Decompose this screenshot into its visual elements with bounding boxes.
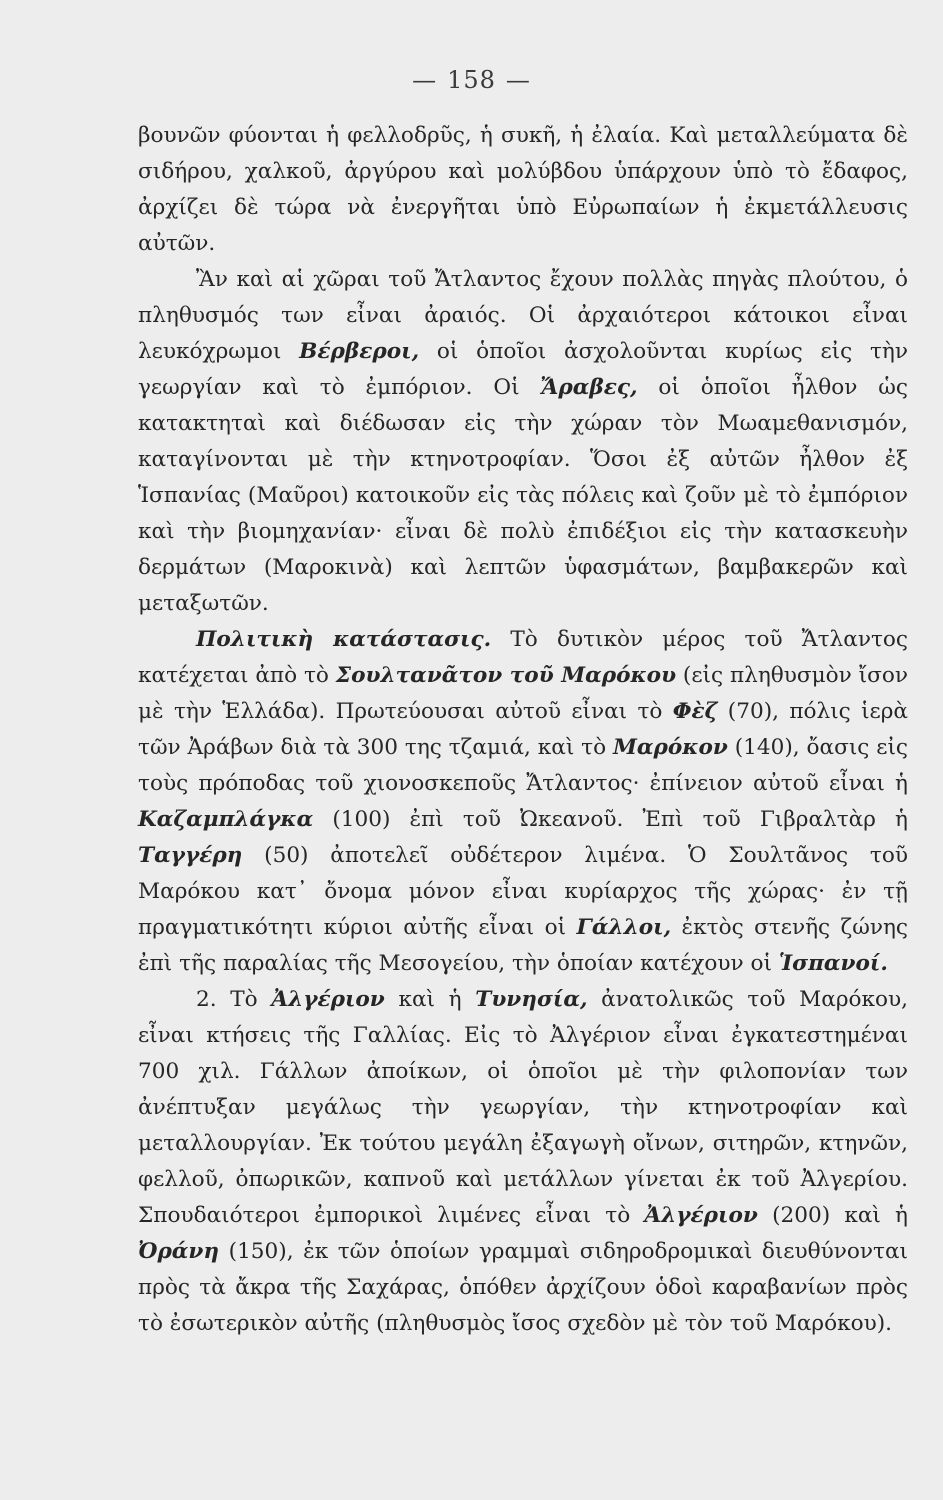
emphasis-term: Ἱσπανοί. (778, 951, 888, 976)
paragraph (138, 118, 908, 262)
text-run: ἀνατολικῶς τοῦ Μαρόκου, εἶναι κτήσεις τῆς Γαλλίας. Εἰς τὸ Ἀλγέριον εἶναι ἐγκατεστημέναι 700 χιλ. Γάλλων ἀποίκων, οἱ ὁποῖοι μὲ τὴν φιλοπονίαν των ἀνέπτυξαν μεγάλως τὴν γεωργίαν, τὴν κτηνοτροφίαν καὶ μεταλλουργίαν. Ἐκ τούτου μεγάλη ἐξαγωγὴ οἴνων, σιτηρῶν, κτηνῶν, φελλοῦ, ὀπωρικῶν, καπνοῦ καὶ μετάλλων γίνεται ἐκ τοῦ Ἀλγερίου. Σπουδαιότεροι ἐμπορικοὶ λιμένες εἶναι τὸ (138, 987, 908, 1228)
emphasis-term: Ταγγέρη (138, 843, 243, 868)
emphasis-term: Βέρβεροι, (299, 339, 420, 364)
page-number-value: 158 (447, 66, 496, 94)
dash-left: — (412, 66, 438, 94)
text-run: Τὸ δυτικὸν μέρος τοῦ Ἄτλαντος κατέχεται ἀπὸ τὸ (138, 627, 908, 688)
text-run: (150), ἐκ τῶν ὁποίων γραμμαὶ σιδηροδρομικαὶ διευθύνονται πρὸς τὰ ἄκρα τῆς Σαχάρας, ὁπόθεν ἀρχίζουν ὁδοὶ καραβανίων πρὸς τὸ ἐσωτερικὸν αὐτῆς (πληθυσμὸς ἴσος σχεδὸν μὲ τὸν τοῦ Μαρόκου). (138, 1239, 908, 1336)
emphasis-term: Γάλλοι, (576, 915, 672, 940)
emphasis-term: Καζαμπλάγκα (138, 807, 314, 832)
emphasis-term: Ὀράνη (138, 1239, 220, 1264)
dash-right: — (505, 66, 531, 94)
emphasis-term: Φὲζ (672, 699, 718, 724)
text-run: (εἰς πληθυσμὸν ἴσον μὲ τὴν Ἑλλάδα). Πρωτεύουσαι αὐτοῦ εἶναι τὸ (138, 663, 909, 724)
paragraph (138, 982, 908, 1342)
page-number (0, 66, 943, 94)
emphasis-term: Ἄραβες, (540, 375, 638, 400)
emphasis-term: Ἀλγέριον (644, 1203, 758, 1228)
text-run: καὶ ἡ (384, 987, 476, 1012)
text-run: (140), ὄασις εἰς τοὺς πρόποδας τοῦ χιονοσκεποῦς Ἄτλαντος· ἐπίνειον αὐτοῦ εἶναι ἡ (138, 735, 909, 796)
emphasis-term: Μαρόκον (613, 735, 728, 760)
emphasis-term: Σουλτανᾶτον τοῦ Μαρόκου (335, 663, 677, 688)
text-run: (50) ἀποτελεῖ οὐδέτερον λιμένα. Ὁ Σουλτᾶνος τοῦ Μαρόκου κατ᾽ ὄνομα μόνον εἶναι κυρίαρχος τῆς χώρας· ἐν τῇ πραγματικότητι κύριοι αὐτῆς εἶναι οἱ (138, 843, 908, 940)
emphasis-term: Ἀλγέριον (271, 987, 385, 1012)
text-run: 2. Τὸ (196, 987, 272, 1012)
text-run: (200) καὶ ἡ (757, 1203, 908, 1228)
text-run: οἱ ὁποῖοι ἀσχολοῦνται κυρίως εἰς τὴν γεωργίαν καὶ τὸ ἐμπόριον. Οἱ (138, 339, 908, 400)
paragraph (138, 262, 908, 622)
text-run: (100) ἐπὶ τοῦ Ὠκεανοῦ. Ἐπὶ τοῦ Γιβραλτὰρ ἡ (313, 807, 908, 832)
emphasis-term: Πολιτικὴ κατάστασις. (196, 627, 492, 652)
text-run: οἱ ὁποῖοι ἦλθον ὡς κατακτηταὶ καὶ διέδωσαν εἰς τὴν χώραν τὸν Μωαμεθανισμόν, καταγίνονται μὲ τὴν κτηνοτροφίαν. Ὅσοι ἐξ αὐτῶν ἦλθον ἐξ Ἱσπανίας (Μαῦροι) κατοικοῦν εἰς τὰς πόλεις καὶ ζοῦν μὲ τὸ ἐμπόριον καὶ τὴν βιομηχανίαν· εἶναι δὲ πολὺ ἐπιδέξιοι εἰς τὴν κατασκευὴν δερμάτων (Μαροκινὰ) καὶ λεπτῶν ὑφασμάτων, βαμβακερῶν καὶ μεταξωτῶν. (138, 375, 908, 616)
text-run: ἐκτὸς στενῆς ζώνης ἐπὶ τῆς παραλίας τῆς Μεσογείου, τὴν ὁποίαν κατέχουν οἱ (138, 915, 908, 976)
emphasis-term: Τυνησία, (475, 987, 588, 1012)
text-run: (70), πόλις ἱερὰ τῶν Ἀράβων διὰ τὰ 300 της τζαμιά, καὶ τὸ (138, 699, 909, 760)
text-run: βουνῶν φύονται ἡ φελλοδρῦς, ἡ συκῆ, ἡ ἐλαία. Καὶ μεταλλεύματα δὲ σιδήρου, χαλκοῦ, ἀργύρου καὶ μολύβδου ὑπάρχουν ὑπὸ τὸ ἔδαφος, ἀρχίζει δὲ τώρα νὰ ἐνεργῆται ὑπὸ Εὐρωπαίων ἡ ἐκμετάλλευσις αὐτῶν. (138, 123, 908, 256)
text-body (138, 118, 908, 1342)
paragraph (138, 622, 908, 982)
text-run: Ἂν καὶ αἱ χῶραι τοῦ Ἄτλαντος ἔχουν πολλὰς πηγὰς πλούτου, ὁ πληθυσμός των εἶναι ἀραιός. Οἱ ἀρχαιότεροι κάτοικοι εἶναι λευκόχρωμοι (138, 267, 908, 364)
